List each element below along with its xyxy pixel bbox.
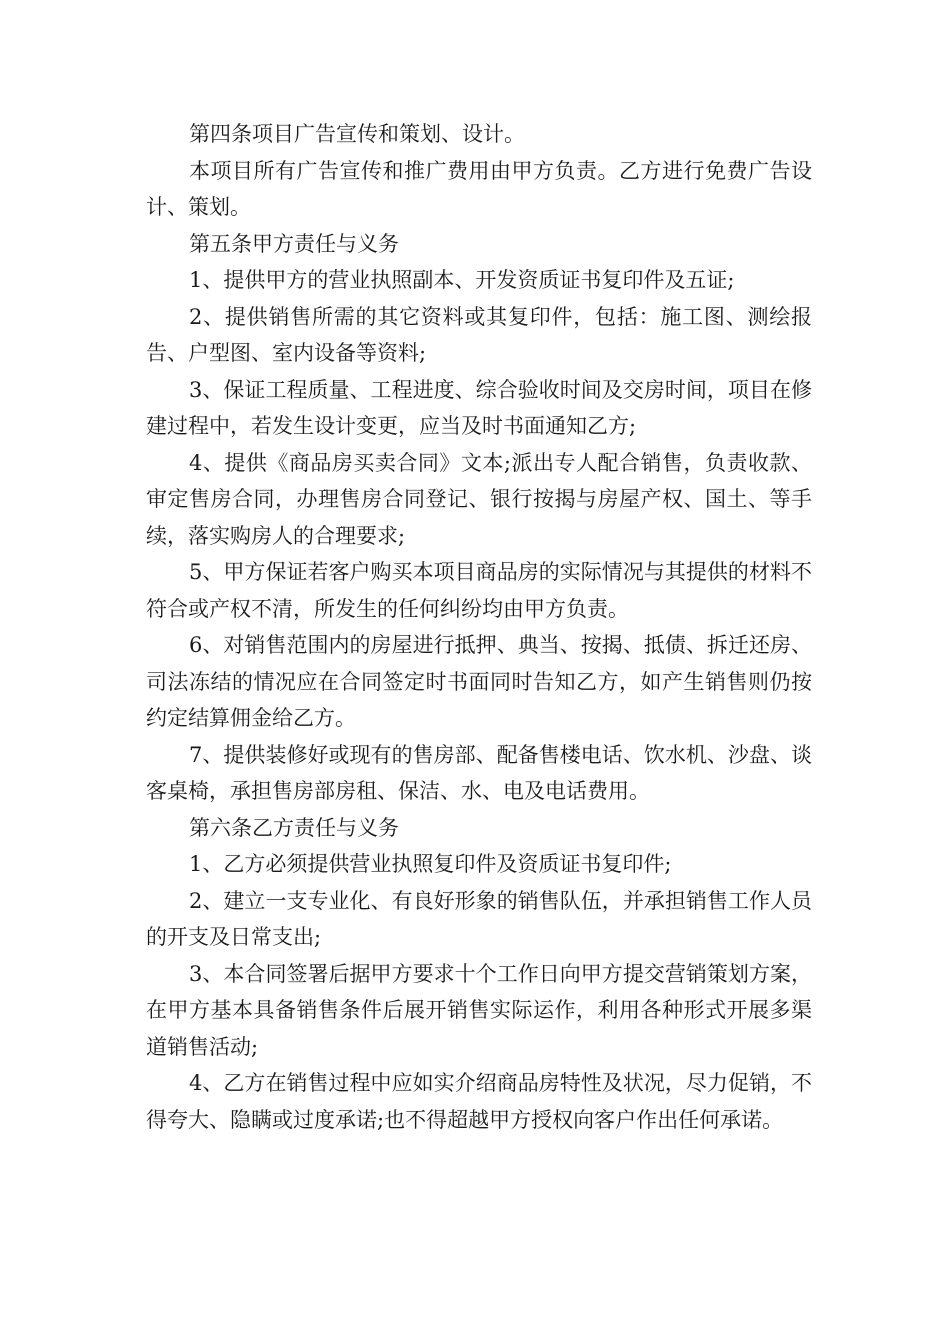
document-body xyxy=(146,116,812,1138)
article-5-item-7: 7、提供装修好或现有的售房部、配备售楼电话、饮水机、沙盘、谈客桌椅，承担售房部房租、保洁、水、电及电话费用。 xyxy=(146,742,812,803)
article-4-paragraph: 本项目所有广告宣传和推广费用由甲方负责。乙方进行免费广告设计、策划。 xyxy=(146,158,812,219)
article-5-item-2: 2、提供销售所需的其它资料或其复印件，包括：施工图、测绘报告、户型图、室内设备等资料; xyxy=(146,304,812,365)
article-6-item-2: 2、建立一支专业化、有良好形象的销售队伍，并承担销售工作人员的开支及日常支出; xyxy=(146,888,812,949)
article-5-item-3: 3、保证工程质量、工程进度、综合验收时间及交房时间，项目在修建过程中，若发生设计变更，应当及时书面通知乙方; xyxy=(146,377,812,438)
article-6-heading: 第六条乙方责任与义务 xyxy=(189,815,399,840)
article-5-item-1: 1、提供甲方的营业执照副本、开发资质证书复印件及五证; xyxy=(189,268,735,292)
article-4-heading: 第四条项目广告宣传和策划、设计。 xyxy=(189,122,525,146)
article-6-item-3: 3、本合同签署后据甲方要求十个工作日向甲方提交营销策划方案，在甲方基本具备销售条件后展开销售实际运作，利用各种形式开展多渠道销售活动; xyxy=(146,961,812,1059)
article-6-item-4: 4、乙方在销售过程中应如实介绍商品房特性及状况，尽力促销，不得夸大、隐瞒或过度承诺;也不得超越甲方授权向客户作出任何承诺。 xyxy=(146,1071,812,1132)
article-5-item-6: 6、对销售范围内的房屋进行抵押、典当、按揭、抵债、拆迁还房、司法冻结的情况应在合同签定时书面同时告知乙方，如产生销售则仍按约定结算佣金给乙方。 xyxy=(146,633,812,730)
article-5-item-5: 5、甲方保证若客户购买本项目商品房的实际情况与其提供的材料不符合或产权不清，所发生的任何纠纷均由甲方负责。 xyxy=(146,560,812,621)
article-5-heading: 第五条甲方责任与义务 xyxy=(189,231,399,256)
article-5-item-4: 4、提供《商品房买卖合同》文本;派出专人配合销售，负责收款、审定售房合同，办理售房合同登记、银行按揭与房屋产权、国土、等手续，落实购房人的合理要求; xyxy=(146,450,812,548)
article-6-item-1: 1、乙方必须提供营业执照复印件及资质证书复印件; xyxy=(189,852,672,876)
